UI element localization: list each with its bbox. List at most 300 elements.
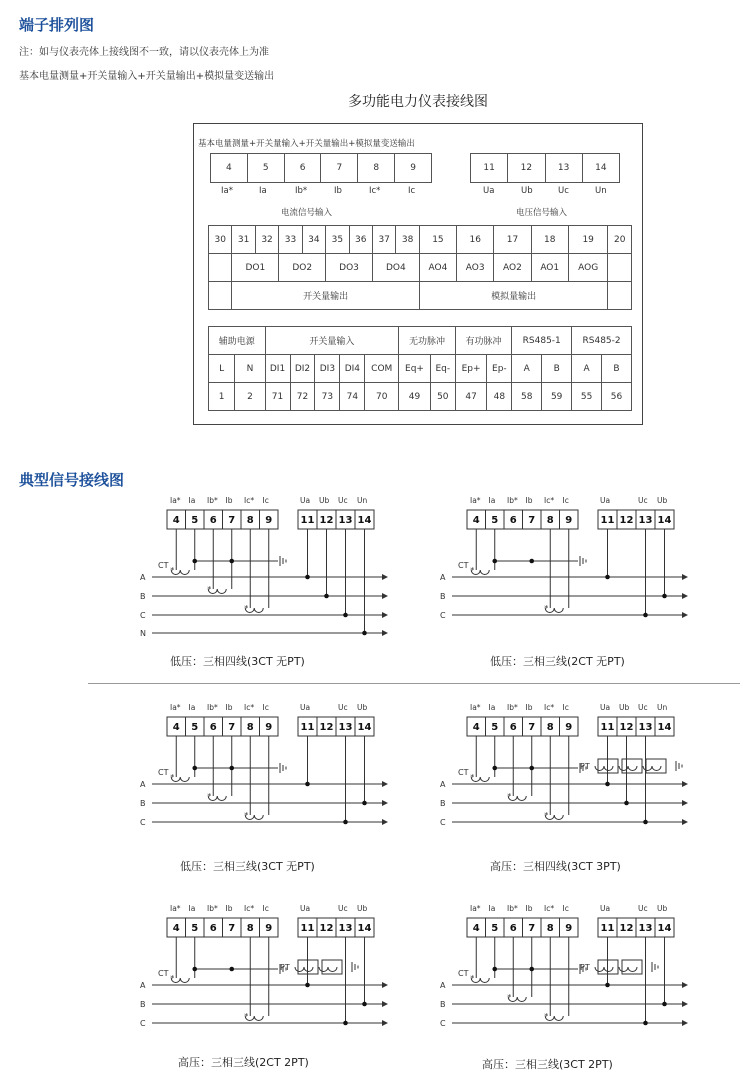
terminal-cell: 5	[247, 154, 284, 183]
diagram-caption: 低压：三相三线(3CT 无PT)	[180, 860, 315, 873]
terminal-cell: 34	[302, 226, 325, 254]
terminal-cell: DI3	[315, 355, 340, 383]
terminal-number: 13	[338, 515, 353, 526]
terminal-label: Ia	[488, 703, 496, 712]
junction-dot	[605, 782, 610, 787]
terminal-number: 14	[657, 923, 672, 934]
arrow-icon	[682, 1001, 688, 1007]
phase-label: C	[140, 611, 146, 620]
phase-label: B	[140, 1000, 146, 1009]
terminal-label: Ic*	[369, 186, 381, 196]
junction-dot	[229, 559, 234, 564]
terminal-label: Uc	[638, 904, 648, 913]
terminal-number: 6	[509, 923, 517, 934]
ct-label: CT	[458, 561, 469, 570]
polarity-mark: *	[244, 1012, 249, 1021]
terminal-label: Uc	[558, 186, 569, 196]
junction-dot	[529, 967, 534, 972]
diagram-caption: 高压：三相三线(2CT 2PT)	[178, 1056, 309, 1069]
polarity-mark: *	[244, 811, 249, 820]
terminal-cell: 74	[340, 383, 365, 411]
diagram-panel-3	[430, 693, 700, 848]
terminal-label: Ic*	[244, 496, 255, 505]
terminal-cell: 50	[430, 383, 455, 411]
polarity-mark: *	[470, 974, 475, 983]
arrow-icon	[682, 574, 688, 580]
phase-label: N	[140, 629, 146, 638]
voltage-terminal-block	[470, 153, 620, 183]
junction-dot	[643, 1021, 648, 1026]
arrow-icon	[682, 612, 688, 618]
terminal-cell: 31	[232, 226, 255, 254]
arrow-icon	[682, 593, 688, 599]
terminal-number: 7	[528, 722, 536, 733]
terminal-number: 14	[357, 923, 372, 934]
terminal-cell: 8	[358, 154, 395, 183]
arrow-icon	[382, 781, 388, 787]
terminal-number: 6	[509, 515, 517, 526]
polarity-mark: *	[170, 773, 175, 782]
phase-label: B	[440, 799, 446, 808]
terminal-label: Ia*	[170, 904, 181, 913]
polarity-mark: *	[170, 566, 175, 575]
terminal-label: Ua	[300, 496, 311, 505]
terminal-number: 8	[546, 722, 554, 733]
terminal-label: Uc	[338, 703, 348, 712]
terminal-label: Ib*	[507, 703, 518, 712]
terminal-cell: B	[542, 355, 572, 383]
phase-label: C	[440, 1019, 446, 1028]
terminal-number: 11	[600, 923, 615, 934]
terminal-number: 11	[300, 923, 315, 934]
ao-cell: AOG	[568, 254, 608, 282]
terminal-label: Ib	[334, 186, 342, 196]
terminal-number: 4	[172, 722, 180, 733]
pt-label: PT	[280, 963, 290, 972]
phase-label: B	[140, 592, 146, 601]
scope-text: 基本电量测量+开关量输入+开关量输出+模拟量变送输出	[19, 71, 275, 82]
terminal-number: 12	[319, 722, 334, 733]
terminal-label: Ib*	[507, 904, 518, 913]
header-cell: 开关量输入	[265, 327, 399, 355]
junction-dot	[529, 766, 534, 771]
terminal-label: Ia*	[470, 703, 481, 712]
terminal-number: 8	[546, 923, 554, 934]
terminal-cell: 14	[582, 154, 619, 183]
arrow-icon	[682, 819, 688, 825]
diagram-panel-1	[430, 486, 700, 641]
terminal-cell: 4	[211, 154, 248, 183]
diagram-caption: 高压：三相四线(3CT 3PT)	[490, 860, 621, 873]
terminal-cell: 49	[399, 383, 431, 411]
terminal-cell: 56	[602, 383, 632, 411]
terminal-cell: 15	[419, 226, 456, 254]
terminal-cell: 2	[235, 383, 265, 411]
terminal-label: Ia	[488, 496, 496, 505]
terminal-cell: DI1	[265, 355, 290, 383]
terminal-cell: N	[235, 355, 265, 383]
analog-group-label: 模拟量输出	[419, 282, 608, 310]
arrow-icon	[682, 781, 688, 787]
arrow-icon	[682, 982, 688, 988]
terminal-cell: COM	[365, 355, 399, 383]
terminal-number: 11	[600, 722, 615, 733]
terminal-cell: 33	[279, 226, 302, 254]
terminal-cell: 38	[396, 226, 419, 254]
terminal-number: 12	[619, 722, 634, 733]
terminal-label: Ib*	[207, 496, 218, 505]
terminal-label: Ib*	[207, 703, 218, 712]
junction-dot	[643, 613, 648, 618]
terminal-label: Ub	[319, 496, 330, 505]
terminal-number: 4	[472, 722, 480, 733]
do-cell: DO1	[232, 254, 279, 282]
terminal-number: 13	[338, 722, 353, 733]
junction-dot	[229, 967, 234, 972]
terminal-label: Ic	[262, 703, 269, 712]
header-cell: RS485-1	[512, 327, 572, 355]
terminal-label: Ib*	[295, 186, 308, 196]
input-terminal-block	[208, 326, 632, 411]
polarity-mark: *	[470, 566, 475, 575]
terminal-cell: 9	[395, 154, 432, 183]
terminal-number: 8	[246, 515, 254, 526]
junction-dot	[362, 801, 367, 806]
terminal-label: Ic*	[244, 904, 255, 913]
junction-dot	[492, 967, 497, 972]
phase-label: C	[140, 818, 146, 827]
terminal-cell: L	[209, 355, 235, 383]
terminal-cell: 36	[349, 226, 372, 254]
terminal-label: Ia	[188, 496, 196, 505]
empty-cell	[608, 254, 632, 282]
terminal-number: 5	[191, 722, 199, 733]
junction-dot	[229, 766, 234, 771]
terminal-cell: 7	[321, 154, 358, 183]
junction-dot	[362, 631, 367, 636]
terminal-label: Ia	[188, 703, 196, 712]
junction-dot	[343, 613, 348, 618]
polarity-mark: *	[244, 604, 249, 613]
terminal-label: Ia	[259, 186, 267, 196]
empty-cell	[209, 282, 232, 310]
terminal-cell: 72	[290, 383, 315, 411]
ao-cell: AO2	[494, 254, 531, 282]
terminal-cell: DI2	[290, 355, 315, 383]
terminal-label: Ia	[488, 904, 496, 913]
terminal-label: Ic*	[544, 703, 555, 712]
ao-cell: AO3	[457, 254, 494, 282]
junction-dot	[362, 1002, 367, 1007]
diagram-panel-2	[130, 693, 400, 848]
ct-label: CT	[158, 561, 169, 570]
phase-label: A	[140, 780, 146, 789]
ct-label: CT	[158, 768, 169, 777]
arrow-icon	[382, 630, 388, 636]
terminal-label: Ua	[483, 186, 495, 196]
terminal-label: Ib	[525, 904, 533, 913]
terminal-cell: Ep+	[455, 355, 487, 383]
polarity-mark: *	[507, 792, 512, 801]
junction-dot	[492, 559, 497, 564]
terminal-label: Ub	[619, 703, 630, 712]
phase-label: B	[440, 592, 446, 601]
terminal-label: Ib*	[507, 496, 518, 505]
terminal-number: 5	[491, 923, 499, 934]
terminal-label: Ic*	[244, 703, 255, 712]
phase-label: A	[440, 573, 446, 582]
diagram-caption: 低压：三相四线(3CT 无PT)	[170, 655, 305, 668]
terminal-number: 6	[209, 722, 217, 733]
empty-cell	[608, 282, 632, 310]
terminal-number: 13	[338, 923, 353, 934]
terminal-cell: A	[512, 355, 542, 383]
phase-label: C	[440, 611, 446, 620]
terminal-number: 12	[319, 515, 334, 526]
do-cell: DO2	[279, 254, 326, 282]
terminal-label: Ia*	[170, 496, 181, 505]
ct-label: CT	[458, 768, 469, 777]
terminal-cell: 35	[326, 226, 349, 254]
terminal-label: Ia*	[221, 186, 233, 196]
terminal-label: Ib	[225, 904, 233, 913]
header-cell: 有功脉冲	[455, 327, 512, 355]
terminal-cell: Ep-	[487, 355, 512, 383]
terminal-label: Un	[657, 703, 668, 712]
terminal-number: 8	[546, 515, 554, 526]
terminal-number: 7	[228, 923, 236, 934]
terminal-number: 8	[246, 923, 254, 934]
terminal-cell: 73	[315, 383, 340, 411]
terminal-label: Ic*	[544, 904, 555, 913]
terminal-cell: 19	[568, 226, 608, 254]
polarity-mark: *	[544, 811, 549, 820]
ct-label: CT	[158, 969, 169, 978]
polarity-mark: *	[470, 773, 475, 782]
polarity-mark: *	[207, 792, 212, 801]
terminal-label: Ic*	[544, 496, 555, 505]
arrow-icon	[382, 612, 388, 618]
terminal-label: Uc	[338, 496, 348, 505]
polarity-mark: *	[544, 1012, 549, 1021]
terminal-cell: 6	[284, 154, 321, 183]
terminal-number: 14	[357, 722, 372, 733]
diagram-caption: 高压：三相三线(3CT 2PT)	[482, 1058, 613, 1071]
arrow-icon	[682, 1020, 688, 1026]
terminal-cell: 17	[494, 226, 531, 254]
output-group-label: 开关量输出	[232, 282, 419, 310]
terminal-label: Ub	[521, 186, 533, 196]
terminal-cell: Eq-	[430, 355, 455, 383]
arrow-icon	[382, 593, 388, 599]
terminal-number: 11	[300, 722, 315, 733]
terminal-number: 7	[528, 923, 536, 934]
ao-cell: AO4	[419, 254, 456, 282]
terminal-cell: 58	[512, 383, 542, 411]
terminal-label: Ia*	[470, 904, 481, 913]
terminal-number: 12	[319, 923, 334, 934]
junction-dot	[343, 820, 348, 825]
terminal-number: 12	[619, 923, 634, 934]
terminal-label: Uc	[338, 904, 348, 913]
terminal-number: 13	[638, 923, 653, 934]
terminal-label: Ib	[225, 496, 233, 505]
junction-dot	[192, 766, 197, 771]
junction-dot	[605, 575, 610, 580]
terminal-label: Ua	[300, 703, 311, 712]
terminal-label: Ic	[408, 186, 416, 196]
terminal-number: 5	[491, 722, 499, 733]
section-divider	[88, 683, 740, 684]
voltage-group-label: 电压信号输入	[516, 208, 568, 218]
terminal-label: Ub	[657, 904, 668, 913]
phase-label: A	[140, 981, 146, 990]
junction-dot	[343, 1021, 348, 1026]
junction-dot	[305, 575, 310, 580]
terminal-number: 9	[565, 722, 573, 733]
terminal-label: Ua	[300, 904, 311, 913]
terminal-cell: 18	[531, 226, 568, 254]
junction-dot	[662, 1002, 667, 1007]
terminal-label: Ic	[262, 496, 269, 505]
terminal-cell: 16	[457, 226, 494, 254]
terminal-label: Un	[595, 186, 607, 196]
terminal-number: 8	[246, 722, 254, 733]
terminal-cell: 11	[471, 154, 508, 183]
junction-dot	[492, 766, 497, 771]
polarity-mark: *	[170, 974, 175, 983]
section-title-terminals: 端子排列图	[19, 16, 95, 34]
terminal-label: Ub	[357, 703, 368, 712]
terminal-number: 9	[265, 722, 273, 733]
junction-dot	[192, 967, 197, 972]
terminal-cell: 70	[365, 383, 399, 411]
phase-label: B	[140, 799, 146, 808]
terminal-label: Ua	[600, 904, 611, 913]
terminal-number: 6	[509, 722, 517, 733]
terminal-number: 9	[265, 515, 273, 526]
frame-subtitle: 基本电量测量+开关量输入+开关量输出+模拟量变送输出	[198, 139, 415, 149]
terminal-number: 4	[472, 923, 480, 934]
output-terminal-block	[208, 225, 632, 310]
terminal-label: Uc	[638, 496, 648, 505]
polarity-mark: *	[544, 604, 549, 613]
terminal-label: Ic	[562, 904, 569, 913]
phase-label: C	[140, 1019, 146, 1028]
terminal-cell: 12	[508, 154, 545, 183]
terminal-number: 4	[172, 923, 180, 934]
section-title-typical: 典型信号接线图	[19, 471, 125, 489]
junction-dot	[324, 594, 329, 599]
arrow-icon	[382, 1020, 388, 1026]
wiring-title: 多功能电力仪表接线图	[348, 94, 488, 110]
empty-cell	[209, 254, 232, 282]
terminal-cell: B	[602, 355, 632, 383]
phase-label: B	[440, 1000, 446, 1009]
terminal-label: Ic	[562, 496, 569, 505]
junction-dot	[662, 594, 667, 599]
terminal-number: 5	[191, 923, 199, 934]
diagram-caption: 低压：三相三线(2CT 无PT)	[490, 655, 625, 668]
header-cell: 无功脉冲	[399, 327, 456, 355]
terminal-cell: 32	[255, 226, 278, 254]
terminal-number: 7	[528, 515, 536, 526]
terminal-cell: 71	[265, 383, 290, 411]
junction-dot	[624, 801, 629, 806]
terminal-label: Ia*	[170, 703, 181, 712]
terminal-number: 12	[619, 515, 634, 526]
diagram-panel-4	[130, 894, 400, 1049]
terminal-number: 4	[472, 515, 480, 526]
terminal-number: 5	[191, 515, 199, 526]
terminal-number: 11	[300, 515, 315, 526]
terminal-number: 6	[209, 515, 217, 526]
terminal-cell: 30	[209, 226, 232, 254]
terminal-number: 7	[228, 515, 236, 526]
terminal-cell: Eq+	[399, 355, 431, 383]
header-cell: RS485-2	[572, 327, 632, 355]
junction-dot	[305, 983, 310, 988]
terminal-number: 14	[357, 515, 372, 526]
ao-cell: AO1	[531, 254, 568, 282]
arrow-icon	[382, 800, 388, 806]
terminal-cell: DI4	[340, 355, 365, 383]
arrow-icon	[382, 574, 388, 580]
terminal-number: 13	[638, 515, 653, 526]
current-group-label: 电流信号输入	[281, 208, 333, 218]
terminal-label: Ic	[562, 703, 569, 712]
terminal-cell: 37	[372, 226, 395, 254]
terminal-number: 14	[657, 515, 672, 526]
phase-label: A	[440, 780, 446, 789]
terminal-label: Ib	[525, 703, 533, 712]
terminal-label: Ub	[357, 904, 368, 913]
terminal-label: Ib	[525, 496, 533, 505]
terminal-label: Ib	[225, 703, 233, 712]
junction-dot	[605, 983, 610, 988]
terminal-label: Ia*	[470, 496, 481, 505]
terminal-number: 6	[209, 923, 217, 934]
arrow-icon	[382, 1001, 388, 1007]
terminal-cell: 48	[487, 383, 512, 411]
terminal-number: 4	[172, 515, 180, 526]
polarity-mark: *	[207, 585, 212, 594]
ct-label: CT	[458, 969, 469, 978]
terminal-label: Ub	[657, 496, 668, 505]
diagram-panel-0	[130, 486, 400, 641]
terminal-number: 7	[228, 722, 236, 733]
note-text: 注：如与仪表壳体上接线图不一致，请以仪表壳体上为准	[19, 47, 269, 58]
terminal-cell: 47	[455, 383, 487, 411]
terminal-number: 14	[657, 722, 672, 733]
arrow-icon	[382, 819, 388, 825]
do-cell: DO4	[372, 254, 419, 282]
terminal-number: 9	[565, 515, 573, 526]
junction-dot	[529, 559, 534, 564]
terminal-label: Ua	[600, 703, 611, 712]
terminal-label: Ua	[600, 496, 611, 505]
current-terminal-block	[210, 153, 432, 183]
arrow-icon	[682, 800, 688, 806]
terminal-cell: 1	[209, 383, 235, 411]
terminal-cell: 20	[608, 226, 632, 254]
phase-label: C	[440, 818, 446, 827]
terminal-cell: 59	[542, 383, 572, 411]
phase-label: A	[440, 981, 446, 990]
terminal-cell: A	[572, 355, 602, 383]
terminal-label: Ic	[262, 904, 269, 913]
junction-dot	[305, 782, 310, 787]
